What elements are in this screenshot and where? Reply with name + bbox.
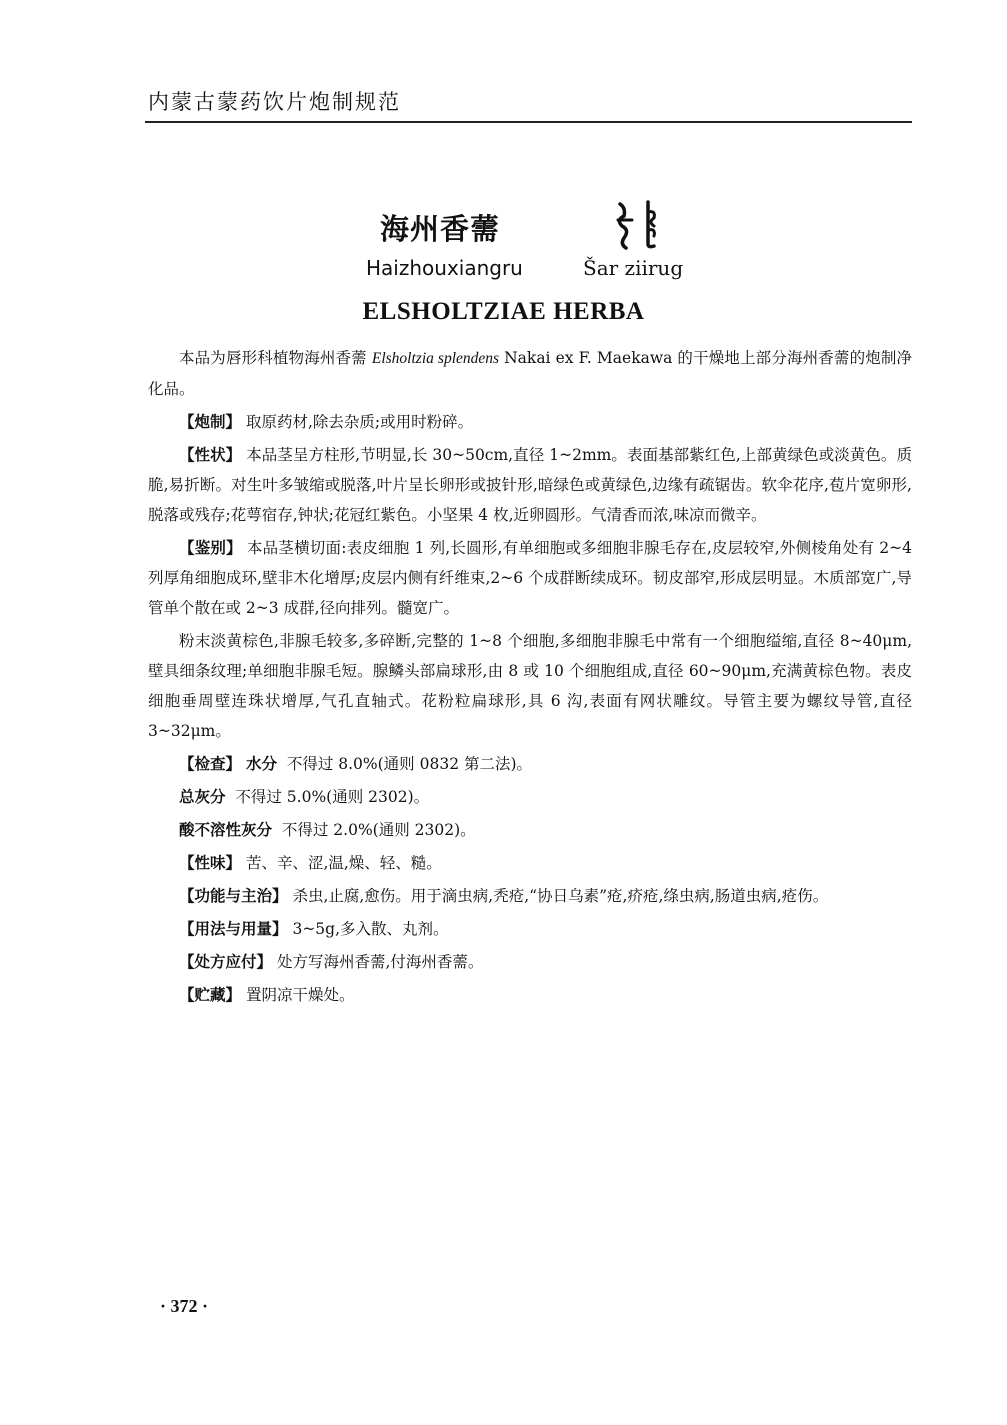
section-jianbie: 【鉴别】 本品茎横切面:表皮细胞 1 列,长圆形,有单细胞或多细胞非腺毛存在,皮层较窄,外侧棱角处有 2~4 列厚角细胞成环,壁非木化增厚;皮层内侧有纤维束,2~6 个成群断续成环。韧皮部窄,形成层明显。木质部宽广,导管单个散在或 2~3 成群,径向排列。髓宽广。 (148, 539, 912, 617)
entry-latin-title: ELSHOLTZIAE HERBA (362, 298, 645, 325)
section-xingzhuang: 【性状】 本品茎呈方柱形,节明显,长 30~50cm,直径 1~2mm。表面基部紫红色,上部黄绿色或淡黄色。质脆,易折断。对生叶多皱缩或脱落,叶片呈长卵形或披针形,暗绿色或黄绿色,边缘有疏锯齿。软伞花序,苞片宽卵形,脱落或残存;花萼宿存,钟状;花冠红紫色。小坚果 4 枚,近卵圆形。气清香而浓,味凉而微辛。 (148, 446, 912, 524)
section-gongneng: 【功能与主治】 杀虫,止腐,愈伤。用于滴虫病,秃疮,“协日乌素”疮,疥疮,绦虫病,肠道虫病,疮伤。 (179, 887, 829, 905)
section-label: 【性状】 (179, 446, 242, 464)
mongolian-script-title (610, 198, 670, 250)
section-label: 【功能与主治】 (179, 887, 288, 905)
section-paozhi: 【炮制】 取原药材,除去杂质;或用时粉碎。 (179, 413, 474, 431)
section-jianbie-powder: 粉末淡黄棕色,非腺毛较多,多碎断,完整的 1~8 个细胞,多细胞非腺毛中常有一个细胞缢缩,直径 8~40μm,壁具细条纹理;单细胞非腺毛短。腺鳞头部扁球形,由 8 或 10 个细胞组成,直径 60~90μm,充满黄棕色物。表皮细胞垂周壁连珠状增厚,气孔直轴式。花粉粒扁球形,具 6 沟,表面有网状雕纹。导管主要为螺纹导管,直径 3~32μm。 (148, 632, 912, 740)
monograph-body (148, 343, 912, 1013)
subsection-label: 水分 (245, 755, 277, 773)
intro-paragraph: 本品为唇形科植物海州香薷 Elsholtzia splendens Nakai ex F. Maekawa 的干燥地上部分海州香薷的炮制净化品。 (148, 349, 913, 398)
section-jiancha: 【检查】 水分 不得过 8.0%(通则 0832 第二法)。 (179, 755, 533, 773)
section-label: 【鉴别】 (179, 539, 242, 557)
section-zhucang: 【贮藏】 置阴凉干燥处。 (179, 986, 355, 1004)
subsection-label: 酸不溶性灰分 (179, 821, 273, 839)
section-xingwei: 【性味】 苦、辛、涩,温,燥、轻、糙。 (179, 854, 442, 872)
section-jiancha-ash: 总灰分 不得过 5.0%(通则 2302)。 (179, 788, 430, 806)
entry-title-chinese: 海州香薷 (380, 212, 501, 246)
section-label: 【贮藏】 (179, 986, 242, 1004)
entry-pinyin: Haizhouxiangru (366, 256, 523, 280)
section-label: 【炮制】 (179, 413, 242, 431)
section-label: 【用法与用量】 (179, 920, 288, 938)
section-label: 【性味】 (179, 854, 242, 872)
section-yongfa: 【用法与用量】 3~5g,多入散、丸剂。 (179, 920, 449, 938)
subsection-label: 总灰分 (179, 788, 226, 806)
header-divider (145, 121, 912, 123)
running-header: 内蒙古蒙药饮片炮制规范 (148, 90, 401, 114)
section-chufang: 【处方应付】 处方写海州香薷,付海州香薷。 (179, 953, 484, 971)
section-label: 【检查】 (179, 755, 242, 773)
section-label: 【处方应付】 (179, 953, 273, 971)
entry-mongolian-transliteration: Šar ziirug (583, 256, 684, 280)
page-number: · 372 · (160, 1296, 209, 1316)
latin-species-name: Elsholtzia splendens (371, 350, 500, 367)
section-jiancha-acid-ash: 酸不溶性灰分 不得过 2.0%(通则 2302)。 (179, 821, 476, 839)
